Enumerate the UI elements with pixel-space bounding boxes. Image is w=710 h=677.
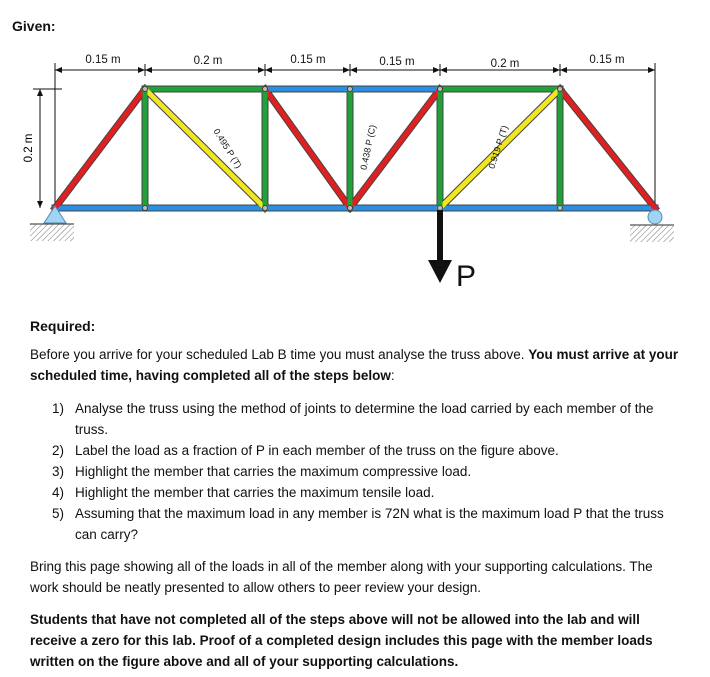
span-label-2: 0.2 m xyxy=(193,55,223,67)
end-post-left xyxy=(55,89,145,208)
step-item xyxy=(52,440,682,461)
intro-paragraph xyxy=(30,344,680,386)
diagonal-1 xyxy=(145,89,265,208)
given-heading: Given: xyxy=(12,18,56,34)
span-labels xyxy=(85,54,624,70)
load-arrow xyxy=(428,210,452,283)
step-item xyxy=(52,482,682,503)
step-text: Highlight the member that carries the maximum compressive load. xyxy=(75,464,472,479)
span-label-1: 0.15 m xyxy=(85,54,121,66)
step-number: 3) xyxy=(52,464,65,479)
required-heading: Required: xyxy=(30,318,96,334)
diagonal-2 xyxy=(265,89,350,208)
span-label-3: 0.15 m xyxy=(290,54,326,66)
intro-bold-text: You must arrive at your scheduled time, having completed all of the steps below xyxy=(30,347,679,383)
step-text: Assuming that the maximum load in any member is 72N what is the maximum load P that the truss can carry? xyxy=(75,506,664,542)
span-label-4: 0.15 m xyxy=(379,56,415,68)
intro-text: Before you arrive for your scheduled Lab B time you must analyse the truss above. xyxy=(30,347,525,362)
span-label-6: 0.15 m xyxy=(589,54,625,66)
step-text: Analyse the truss using the method of joints to determine the load carried by each member of the truss. xyxy=(75,401,654,437)
step-number: 5) xyxy=(52,506,65,521)
step-number: 2) xyxy=(52,443,65,458)
span-label-5: 0.2 m xyxy=(490,58,520,70)
roller-support xyxy=(630,210,674,242)
truss-figure xyxy=(0,40,710,300)
member-load-label-2: 0.438 P (C) xyxy=(358,123,378,171)
bring-paragraph: Bring this page showing all of the loads in all of the member along with your supporting calculations. The work should be neatly presented to allow others to peer review your design. xyxy=(30,559,653,595)
step-text: Label the load as a fraction of P in each member of the truss on the figure above. xyxy=(75,443,559,458)
step-text: Highlight the member that carries the maximum tensile load. xyxy=(75,485,435,500)
intro-colon: : xyxy=(390,368,395,383)
step-item xyxy=(52,398,682,440)
warning-paragraph: Students that have not completed all of the steps above will not be allowed into the lab and will receive a zero for this lab. Proof of a completed design includes this page with the member loads written on the figure above and all of your supporting calculations. xyxy=(30,612,653,669)
load-label: P xyxy=(456,260,477,293)
steps-list xyxy=(52,398,682,545)
step-item xyxy=(52,461,682,482)
end-post-right xyxy=(560,89,655,208)
truss-members-color xyxy=(55,89,655,208)
step-number: 1) xyxy=(52,401,65,416)
step-item xyxy=(52,503,682,545)
height-label: 0.2 m xyxy=(23,133,35,163)
step-number: 4) xyxy=(52,485,65,500)
member-load-label-3: 0.919 P (T) xyxy=(486,124,510,170)
member-load-label-1: 0.495 P (T) xyxy=(211,126,244,171)
